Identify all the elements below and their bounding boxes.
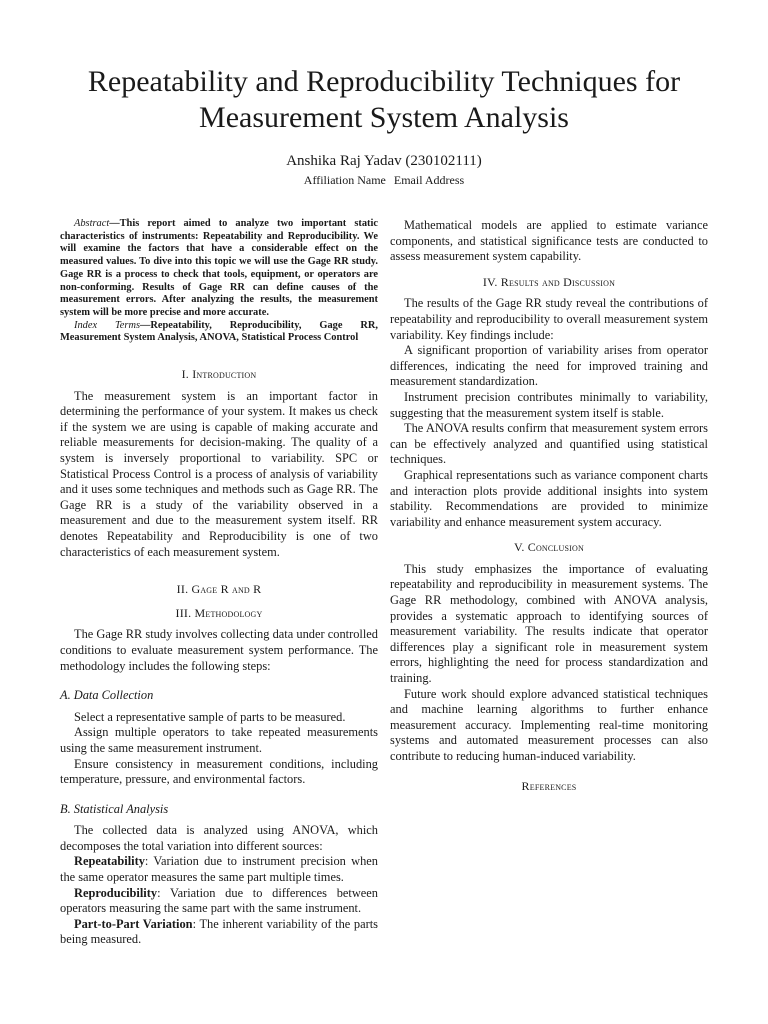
right-column [390,218,708,800]
section-heading-methodology: III. Methodology [175,605,263,620]
stat-item-repeatability [60,854,378,885]
subsection-heading-statistical-analysis: B. Statistical Analysis [60,801,169,816]
index-terms-label: Index Terms [74,319,141,331]
abstract-text: —This report aimed to analyze two important static characteristics of instruments: Repeatability and Reproducibility. We will examine the factors that have a considerable effect on the measured values. To dive into this topic we will use the Gage RR study. Gage RR is a process to check that tools, equipment, or operators are non-conforming. Results of Gage RR can define causes of the measurement errors. After analyzing the results, the measurement system will be more precise and more accurate. [60,218,378,318]
section-heading-references: References [521,778,577,793]
data-collection-item: Select a representative sample of parts to be measured. [74,709,346,724]
abstract-label: Abstract [74,218,110,229]
subsection-heading-data-collection: A. Data Collection [60,688,154,703]
results-paragraph: Instrument precision contributes minimally to variability, suggesting that the measurement system itself is stable. [390,389,708,420]
stat-item-reproducibility [60,886,378,917]
stat-item-part-to-part [60,917,378,948]
conclusion-paragraph: Future work should explore advanced statistical techniques and machine learning algorithms to further enhance measurement accuracy. Implementing real-time monitoring systems and automated measurement processes can also contribute to reducing human-induced variability. [390,686,708,763]
stat-desc: : Variation due to instrument precision when the same operator measures the same part multiple times. [60,854,378,885]
statistical-analysis-paragraph: The collected data is analyzed using ANOVA, which decomposes the total variation into different sources: [60,823,378,853]
affiliation-name: Affiliation Name [303,173,386,187]
data-collection-item: Ensure consistency in measurement conditions, including temperature, pressure, and environmental factors. [60,756,378,787]
paper-title: Repeatability and Reproducibility Techniques for Measurement System Analysis [87,65,681,134]
results-paragraph: The results of the Gage RR study reveal the contributions of repeatability and reproducibility to overall measurement system variability. Key findings include: [390,296,708,342]
section-heading-gage-r-and-r: II. Gage R and R [176,582,262,597]
email-address: Email Address [393,173,465,187]
data-collection-item: Assign multiple operators to take repeated measurements using the same measurement instrument. [60,725,378,755]
results-paragraph: The ANOVA results confirm that measurement system errors can be effectively analyzed and quantified using statistical techniques. [390,421,708,467]
index-terms-text: —Repeatability, Reproducibility, Gage RR, Measurement System Analysis, ANOVA, Statistical Process Control [60,319,378,344]
index-terms [60,320,378,345]
section-heading-results: IV. Results and Discussion [482,274,616,289]
stat-term: Reproducibility [74,885,158,900]
analysis-continuation-paragraph: Mathematical models are applied to estimate variance components, and statistical significance tests are conducted to assess measurement system capability. [390,218,708,264]
section-heading-conclusion: V. Conclusion [514,540,584,555]
stat-desc: : The inherent variability of the parts being measured. [60,916,378,947]
abstract [60,218,378,320]
conclusion-paragraph: This study emphasizes the importance of evaluating repeatability and reproducibility in measurement systems. The Gage RR methodology, combined with ANOVA analysis, provides a systematic approach to identifying sources of measurement variability. The results indicate that operator differences play a significant role in measurement system errors, highlighting the need for process standardization and training. [390,561,708,686]
left-column [60,218,378,948]
author-name: Anshika Raj Yadav (230102111) [286,153,482,169]
affiliation-line [0,172,768,188]
methodology-paragraph: The Gage RR study involves collecting data under controlled conditions to evaluate measurement system performance. The methodology includes the following steps: [60,627,378,673]
results-paragraph: A significant proportion of variability arises from operator differences, indicating the need for improved training and measurement standardization. [390,343,708,389]
stat-term: Part-to-Part Variation [74,916,193,931]
stat-desc: : Variation due to differences between operators measuring the same part with the same instrument. [60,885,378,916]
stat-term: Repeatability [74,854,145,869]
results-paragraph: Graphical representations such as variance component charts and interaction plots provide additional insights into system stability. Recommendations are provided to minimize variability and enhance measurement system accuracy. [390,467,708,529]
introduction-paragraph: The measurement system is an important factor in determining the performance of your system. It makes us check if the system we are using is capable of making accurate and reliable measurements for decision-making. The quality of a system is inversely proportional to variability. SPC or Statistical Process Control is a process of analysis of variability and it uses some techniques and methods such as Gage RR. The Gage RR is a study of the variability observed in a measurement and due to the measurement system itself. RR denotes Repeatability and Reproducibility is one of two characteristics of each measurement system. [60,388,378,559]
section-heading-introduction: I. Introduction [181,367,257,382]
